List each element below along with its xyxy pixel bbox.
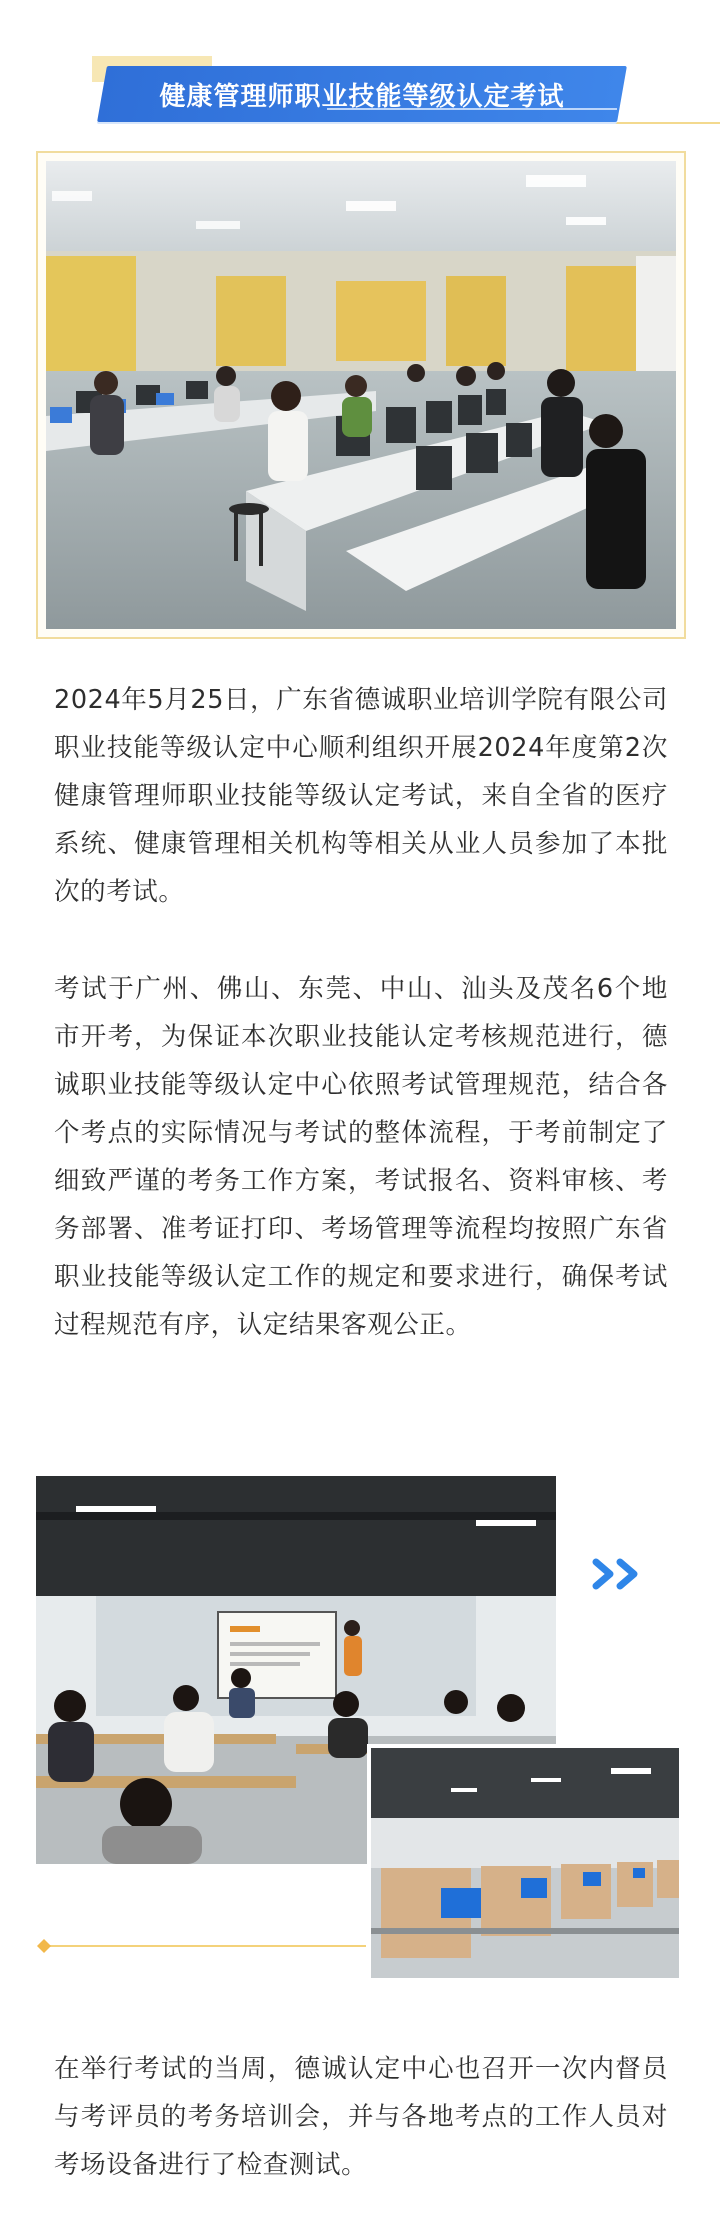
- exam-room-photo-illustration: [46, 161, 676, 629]
- computer-exam-room-photo: [367, 1744, 683, 1982]
- exam-room-photo: [46, 161, 676, 629]
- exam-room-photo-frame: [36, 151, 686, 639]
- title-banner: [92, 56, 652, 132]
- page-title: 健康管理师职业技能等级认定考试: [159, 81, 565, 112]
- intro-paragraph: 2024年5月25日，广东省德诚职业培训学院有限公司职业技能等级认定中心顺利组织开展2024年度第2次健康管理师职业技能等级认定考试，来自全省的医疗系统、健康管理相关机构等相关从业人员参加了本批次的考试。: [54, 685, 668, 907]
- exam-arrangement-paragraph: 考试于广州、佛山、东莞、中山、汕头及茂名6个地市开考，为保证本次职业技能认定考核规范进行，德诚职业技能等级认定中心依照考试管理规范，结合各个考点的实际情况与考试的整体流程，于考前制定了细致严谨的考务工作方案，考试报名、资料审核、考务部署、准考证打印、考场管理等流程均按照广东省职业技能等级认定工作的规定和要求进行，确保考试过程规范有序，认定结果客观公正。: [54, 974, 668, 1340]
- training-paragraph: 在举行考试的当周，德诚认定中心也召开一次内督员与考评员的考务培训会，并与各地考点的工作人员对考场设备进行了检查测试。: [54, 2054, 668, 2180]
- banner-gold-line: [312, 122, 720, 124]
- diamond-divider: [36, 1936, 366, 1956]
- computer-exam-room-illustration: [371, 1748, 679, 1978]
- double-chevron-right-icon: [590, 1556, 650, 1592]
